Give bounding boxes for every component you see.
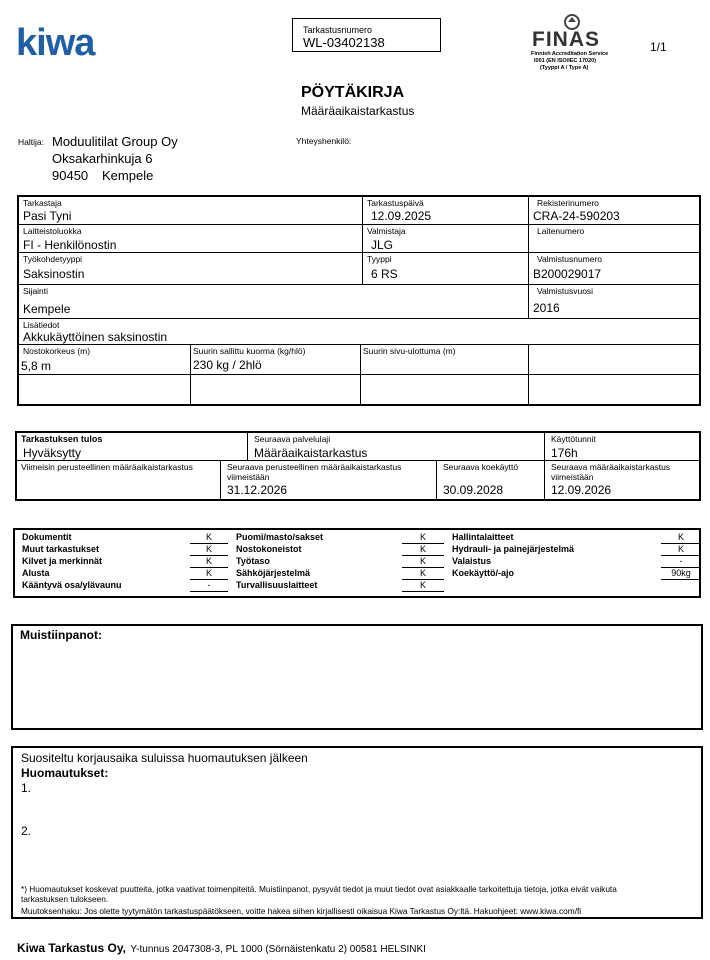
checklist-label: Työtaso bbox=[236, 556, 270, 566]
finas-name: FINAS bbox=[532, 28, 600, 51]
next-thorough-cell bbox=[221, 461, 437, 499]
inspector-cell bbox=[19, 197, 363, 225]
height-value: 5,8 m bbox=[21, 359, 52, 373]
remarks-section bbox=[11, 746, 703, 919]
next-periodic-label: Seuraava määräaikaistarkastus viimeistään bbox=[551, 462, 671, 482]
checklist-section bbox=[13, 528, 701, 598]
latest-cell bbox=[17, 461, 221, 499]
checklist-value: K bbox=[190, 568, 228, 580]
load-label: Suurin sallittu kuorma (kg/hlö) bbox=[193, 346, 306, 356]
location-cell bbox=[19, 285, 529, 319]
inspection-number-box bbox=[292, 18, 441, 52]
next-service-cell bbox=[248, 433, 545, 461]
height-label: Nostokorkeus (m) bbox=[23, 346, 91, 356]
next-test-cell bbox=[437, 461, 545, 499]
extra-label: Lisätiedot bbox=[23, 320, 60, 330]
register-label: Rekisterinumero bbox=[537, 198, 599, 208]
checklist-label: Hallintalaitteet bbox=[452, 532, 514, 542]
checklist-label: Muut tarkastukset bbox=[22, 544, 100, 554]
checklist-label: Kilvet ja merkinnät bbox=[22, 556, 103, 566]
inspection-number-label: Tarkastusnumero bbox=[303, 25, 373, 35]
empty-cell-1 bbox=[529, 345, 699, 375]
reach-label: Suurin sivu-ulottuma (m) bbox=[363, 346, 456, 356]
maker-label: Valmistaja bbox=[367, 226, 406, 236]
holder-company: Moduulitilat Group Oy bbox=[52, 134, 178, 149]
load-value: 230 kg / 2hlö bbox=[193, 358, 262, 372]
type-label: Tyyppi bbox=[367, 254, 392, 264]
location-label: Sijainti bbox=[23, 286, 49, 296]
page-number: 1/1 bbox=[650, 40, 667, 54]
checklist-label: Alusta bbox=[22, 568, 50, 578]
remarks-footnote-2: Muutoksenhaku: Jos olette tyytymätön tarkastuspäätökseen, voitte hakea siihen kirjallisesti oikaisua Kiwa Tarkastus Oy:ltä. Hakuohjeet: www.kiwa.com/fi bbox=[21, 906, 582, 916]
empty-cell-5 bbox=[529, 375, 699, 404]
footer-details: Y-tunnus 2047308-3, PL 1000 (Sörnäistenkatu 2) 00581 HELSINKI bbox=[130, 944, 426, 955]
checklist-value: K bbox=[190, 556, 228, 568]
next-periodic-value: 12.09.2026 bbox=[551, 483, 612, 497]
checklist-value: 90kg bbox=[661, 568, 701, 580]
checklist-value: K bbox=[402, 532, 444, 544]
remarks-intro: Suositeltu korjausaika suluissa huomautuksen jälkeen bbox=[21, 751, 308, 765]
device-no-label: Laitenumero bbox=[537, 226, 585, 236]
checklist-label: Puomi/masto/sakset bbox=[236, 532, 324, 542]
next-service-value: Määräaikaistarkastus bbox=[254, 446, 368, 460]
serial-label: Valmistusnumero bbox=[537, 254, 603, 264]
page-subtitle: Määräaikaistarkastus bbox=[301, 104, 415, 118]
checklist-value: K bbox=[402, 580, 444, 592]
date-label: Tarkastuspäivä bbox=[367, 198, 424, 208]
finas-line3: (Tyyppi A / Type A) bbox=[540, 65, 589, 71]
checklist-label: Koekäyttö/-ajo bbox=[452, 568, 515, 578]
result-cell bbox=[17, 433, 248, 461]
target-type-cell bbox=[19, 253, 363, 285]
next-test-label: Seuraava koekäyttö bbox=[443, 462, 519, 472]
class-label: Laitteistoluokka bbox=[23, 226, 82, 236]
serial-cell bbox=[529, 253, 699, 285]
checklist-value: K bbox=[661, 532, 701, 544]
info-section bbox=[17, 195, 701, 406]
register-cell bbox=[529, 197, 699, 225]
maker-cell bbox=[363, 225, 529, 253]
finas-line1: Finnish Accreditation Service bbox=[531, 51, 609, 57]
class-value: FI - Henkilönostin bbox=[23, 238, 117, 252]
year-cell bbox=[529, 285, 699, 319]
checklist-label: Kääntyvä osa/ylävaunu bbox=[22, 580, 122, 590]
checklist-value: K bbox=[402, 544, 444, 556]
notes-title: Muistiinpanot: bbox=[20, 628, 102, 642]
load-cell bbox=[191, 345, 361, 375]
result-value: Hyväksytty bbox=[23, 446, 82, 460]
remarks-footnote-1: *) Huomautukset koskevat puutteita, jotka vaativat toimenpiteitä. Muistiinpanot, pysyvät tiedot ja muut tiedot ovat asiakkaalle tarkoitettuja tietoja, jotka eivät vaikuta tarkastuksen tulokseen. bbox=[21, 884, 617, 904]
checklist-value: - bbox=[661, 556, 701, 568]
empty-cell-4 bbox=[361, 375, 529, 404]
holder-label: Haltija: bbox=[18, 137, 44, 147]
class-cell bbox=[19, 225, 363, 253]
next-thorough-label: Seuraava perusteellinen määräaikaistarkastus viimeistään bbox=[227, 462, 402, 482]
page-title: PÖYTÄKIRJA bbox=[301, 84, 405, 101]
year-label: Valmistusvuosi bbox=[537, 286, 594, 296]
footer-company: Kiwa Tarkastus Oy, bbox=[17, 941, 126, 955]
extra-value: Akkukäyttöinen saksinostin bbox=[23, 330, 168, 344]
checklist-value: K bbox=[190, 532, 228, 544]
next-thorough-value: 31.12.2026 bbox=[227, 483, 288, 497]
result-label: Tarkastuksen tulos bbox=[21, 434, 103, 444]
checklist-label: Dokumentit bbox=[22, 532, 72, 542]
reach-cell bbox=[361, 345, 529, 375]
register-value: CRA-24-590203 bbox=[533, 209, 620, 223]
device-no-cell bbox=[529, 225, 699, 253]
maker-value: JLG bbox=[371, 238, 394, 252]
checklist-value: K bbox=[190, 544, 228, 556]
footer bbox=[17, 939, 426, 957]
checklist-value: K bbox=[402, 568, 444, 580]
next-service-label: Seuraava palvelulaji bbox=[254, 434, 331, 444]
notes-section bbox=[11, 624, 703, 730]
hours-label: Käyttötunnit bbox=[551, 434, 596, 444]
remark-item-2: 2. bbox=[21, 824, 32, 838]
height-cell bbox=[19, 345, 191, 375]
contact-label: Yhteyshenkilö: bbox=[296, 136, 352, 146]
hours-cell bbox=[545, 433, 699, 461]
holder-street: Oksakarhinkuja 6 bbox=[52, 151, 153, 166]
target-type-label: Työkohdetyyppi bbox=[23, 254, 83, 264]
remark-item-1: 1. bbox=[21, 781, 32, 795]
date-value: 12.09.2025 bbox=[371, 209, 432, 223]
next-test-value: 30.09.2028 bbox=[443, 483, 504, 497]
remarks-title: Huomautukset: bbox=[21, 766, 109, 780]
finas-logo bbox=[528, 14, 618, 70]
extra-cell bbox=[19, 319, 699, 345]
finas-line2: I001 (EN ISO/IEC 17020) bbox=[534, 58, 597, 64]
inspector-label: Tarkastaja bbox=[23, 198, 62, 208]
checklist-label: Valaistus bbox=[452, 556, 492, 566]
checklist-value: - bbox=[190, 580, 228, 592]
checklist-label: Nostokoneistot bbox=[236, 544, 302, 554]
location-value: Kempele bbox=[23, 302, 71, 316]
type-value: 6 RS bbox=[371, 267, 398, 281]
checklist-label: Turvallisuuslaitteet bbox=[236, 580, 318, 590]
result-section bbox=[15, 431, 701, 501]
date-cell bbox=[363, 197, 529, 225]
checklist-label: Sähköjärjestelmä bbox=[236, 568, 311, 578]
year-value: 2016 bbox=[533, 301, 560, 315]
kiwa-logo: kiwa bbox=[16, 22, 95, 64]
checklist-value: K bbox=[661, 544, 701, 556]
hours-value: 176h bbox=[551, 446, 578, 460]
empty-cell-3 bbox=[191, 375, 361, 404]
serial-value: B200029017 bbox=[533, 267, 602, 281]
checklist-label: Hydrauli- ja painejärjestelmä bbox=[452, 544, 575, 554]
next-periodic-cell bbox=[545, 461, 699, 499]
checklist-value: K bbox=[402, 556, 444, 568]
latest-label: Viimeisin perusteellinen määräaikaistarkastus bbox=[21, 462, 193, 472]
empty-cell-2 bbox=[19, 375, 191, 404]
holder-city: Kempele bbox=[102, 168, 154, 183]
holder-postcode: 90450 bbox=[52, 168, 89, 183]
target-type-value: Saksinostin bbox=[23, 267, 85, 281]
type-cell bbox=[363, 253, 529, 285]
inspection-number-value: WL-03402138 bbox=[303, 35, 385, 50]
inspector-value: Pasi Tyni bbox=[23, 209, 72, 223]
